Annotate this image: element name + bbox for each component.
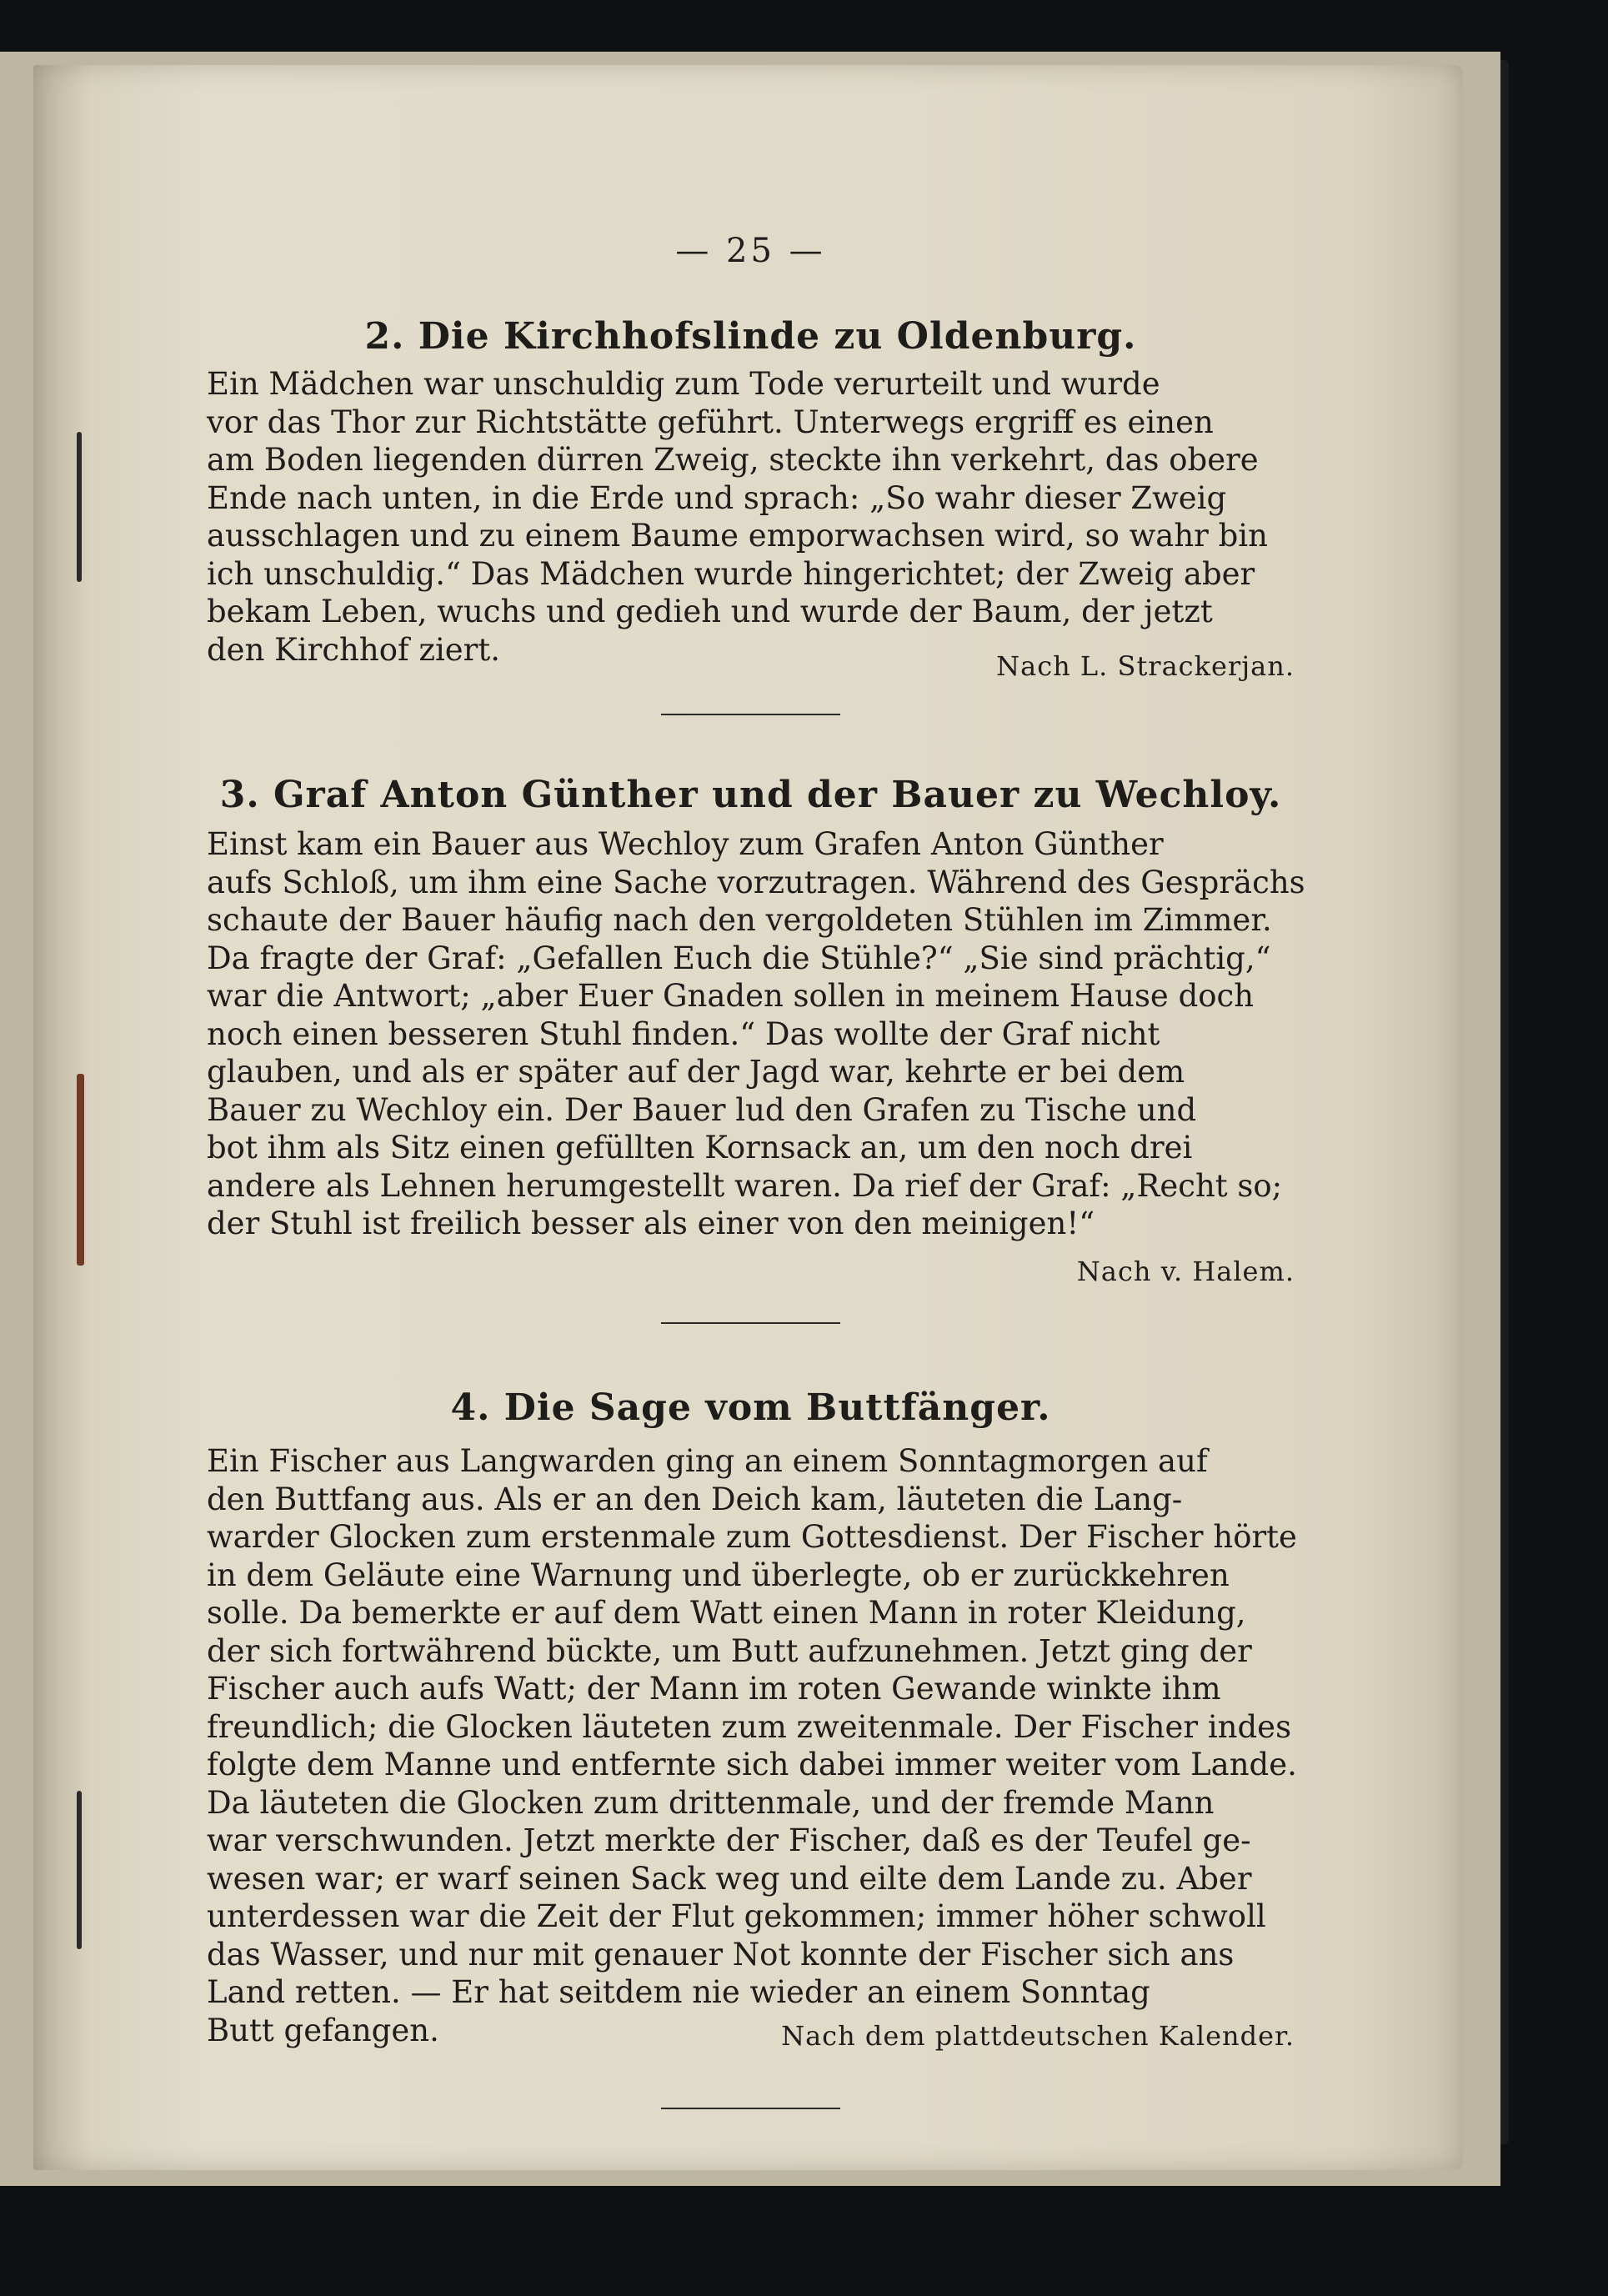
text-line: war die Antwort; „aber Euer Gnaden sollen in meinem Hause doch [207,978,1255,1014]
text-line: Butt gefangen. [207,2012,439,2048]
binding-thread-mark [77,1074,84,1266]
text-line: den Buttfang aus. Als er an den Deich kam, läuteten die Lang- [207,1481,1183,1517]
text-line: bekam Leben, wuchs und gedieh und wurde der Baum, der jetzt [207,594,1213,629]
binding-thread-mark [77,1791,82,1949]
page-number: — 25 — [675,232,826,270]
text-line: das Wasser, und nur mit genauer Not konnte der Fischer sich ans [207,1936,1235,1973]
source-attribution: Nach dem plattdeutschen Kalender. [781,2020,1295,2052]
text-line: andere als Lehnen herumgestellt waren. Da rief der Graf: „Recht so; [207,1167,1283,1204]
text-line: freundlich; die Glocken läuteten zum zweitenmale. Der Fischer indes [207,1708,1292,1745]
text-line: war verschwunden. Jetzt merkte der Fischer, daß es der Teufel ge- [207,1822,1251,1858]
text-line: wesen war; er warf seinen Sack weg und eilte dem Lande zu. Aber [207,1860,1252,1897]
section-text [207,1442,1295,2049]
text-line: vor das Thor zur Richtstätte geführt. Unterwegs ergriff es einen [207,404,1214,440]
text-line: Land retten. — Er hat seitdem nie wieder an einem Sonntag [207,1974,1150,2010]
text-line: aufs Schloß, um ihm eine Sache vorzutragen. Während des Gesprächs [207,864,1305,900]
section-heading: 2. Die Kirchhofslinde zu Oldenburg. [364,315,1137,358]
section-divider [661,2108,840,2109]
text-line: folgte dem Manne und entfernte sich dabei immer weiter vom Lande. [207,1747,1297,1782]
text-line: Bauer zu Wechloy ein. Der Bauer lud den Grafen zu Tische und [207,1091,1197,1128]
section-heading: 4. Die Sage vom Buttfänger. [450,1386,1051,1429]
text-line: schaute der Bauer häufig nach den vergoldeten Stühlen im Zimmer. [207,902,1272,938]
section-divider [661,714,840,715]
section-text [207,365,1295,669]
text-line: Da fragte der Graf: „Gefallen Euch die Stühle?“ „Sie sind prächtig,“ [207,940,1271,976]
text-line: solle. Da bemerkte er auf dem Watt einen Mann in roter Kleidung, [207,1595,1246,1631]
source-attribution: Nach L. Strackerjan. [996,650,1295,682]
text-line: warder Glocken zum erstenmale zum Gottesdienst. Der Fischer hörte [207,1519,1297,1555]
text-line: Ende nach unten, in die Erde und sprach: „So wahr dieser Zweig [207,479,1227,516]
text-line: den Kirchhof ziert. [207,631,500,668]
text-line: ausschlagen und zu einem Baume emporwachsen wird, so wahr bin [207,518,1268,554]
text-line: noch einen besseren Stuhl finden.“ Das wollte der Graf nicht [207,1015,1160,1052]
section-heading: 3. Graf Anton Günther und der Bauer zu Wechloy. [219,774,1282,816]
section-text [207,825,1305,1243]
text-line: glauben, und als er später auf der Jagd war, kehrte er bei dem [207,1054,1185,1090]
page-paper [33,65,1463,2170]
text-line: ich unschuldig.“ Das Mädchen wurde hingerichtet; der Zweig aber [207,555,1255,592]
text-line: in dem Geläute eine Warnung und überlegte, ob er zurückkehren [207,1557,1230,1593]
text-line: Ein Fischer aus Langwarden ging an einem Sonntagmorgen auf [207,1443,1208,1479]
text-line: am Boden liegenden dürren Zweig, steckte ihn verkehrt, das obere [207,442,1259,478]
section-divider [661,1322,840,1324]
text-line: Da läuteten die Glocken zum drittenmale, und der fremde Mann [207,1784,1215,1821]
text-line: der sich fortwährend bückte, um Butt aufzunehmen. Jetzt ging der [207,1632,1252,1669]
text-line: Ein Mädchen war unschuldig zum Tode verurteilt und wurde [207,366,1160,402]
source-attribution: Nach v. Halem. [1076,1256,1295,1287]
text-line: der Stuhl ist freilich besser als einer von den meinigen!“ [207,1206,1095,1241]
binding-thread-mark [77,432,82,582]
text-line: unterdessen war die Zeit der Flut gekommen; immer höher schwoll [207,1898,1266,1934]
text-line: bot ihm als Sitz einen gefüllten Kornsack an, um den noch drei [207,1130,1193,1166]
text-line: Einst kam ein Bauer aus Wechloy zum Grafen Anton Günther [207,826,1164,862]
text-line: Fischer auch aufs Watt; der Mann im roten Gewande winkte ihm [207,1671,1221,1707]
